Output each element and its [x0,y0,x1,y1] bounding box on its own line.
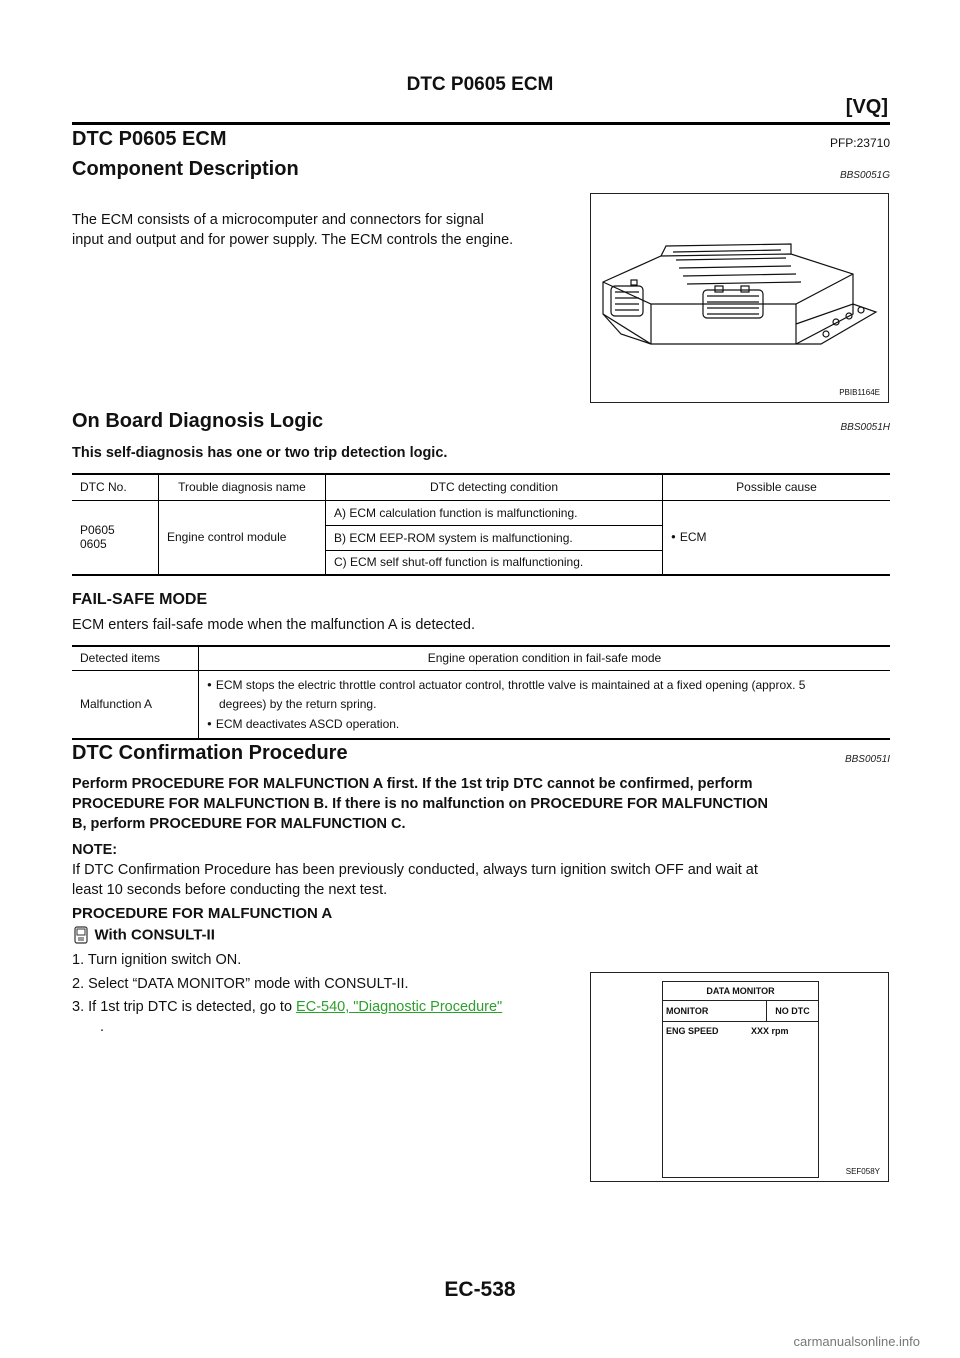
table-row [72,670,890,739]
obd-logic-intro: This self-diagnosis has one or two trip detection logic. [72,445,448,461]
failsafe-bullet-1-line2: degrees) by the return spring. [219,696,377,711]
possible-cause-ecm: ● ECM [671,530,707,544]
step-3-period: . [100,1019,105,1035]
failsafe-bullet-1-line1: ● ECM stops the electric throttle control actuator control, throttle valve is maintained at a fixed opening (approx. 5 [207,675,882,695]
header-rule [72,122,890,125]
data-monitor-title: DATA MONITOR [663,982,818,1001]
watermark: carmanualsonline.info [793,1334,920,1349]
failsafe-table [72,645,890,740]
data-monitor-col-monitor: MONITOR [663,1001,767,1021]
failsafe-condition-cell [199,670,891,739]
failsafe-header-condition: Engine operation condition in fail-safe mode [427,651,662,666]
consult-tool-icon [72,925,90,945]
confirmation-bold-line1: Perform PROCEDURE FOR MALFUNCTION A first. If the 1st trip DTC cannot be confirmed, perform [72,776,753,792]
component-description-line2: input and output and for power supply. The ECM controls the engine. [72,232,514,248]
trouble-name-cell: Engine control module [159,500,326,575]
dtc-table-header-cause: Possible cause [736,480,817,495]
dtc-table-header-dtc: DTC No. [72,474,159,500]
ecm-figure [590,193,889,403]
confirmation-bold-line3: B, perform PROCEDURE FOR MALFUNCTION C. [72,816,406,832]
dtc-number-secondary: 0605 [80,537,107,552]
ecm-figure-code: PBIB1164E [839,388,880,397]
with-consult-label: With CONSULT-II [94,926,215,944]
diagnostic-procedure-link[interactable]: EC-540, "Diagnostic Procedure" [296,999,503,1015]
failsafe-intro: ECM enters fail-safe mode when the malfunction A is detected. [72,617,475,633]
data-monitor-screen [662,981,819,1178]
note-line2: least 10 seconds before conducting the next test. [72,882,388,898]
condition-c: C) ECM self shut-off function is malfunctioning. [326,550,663,575]
component-description-heading: Component Description [72,158,299,180]
table-row [72,500,890,525]
confirmation-ref: BBS0051I [844,754,890,765]
dtc-table-header-name: Trouble diagnosis name [159,474,326,500]
confirmation-bold-line2: PROCEDURE FOR MALFUNCTION B. If there is no malfunction on PROCEDURE FOR MALFUNCTION [72,796,768,812]
failsafe-header-items: Detected items [72,646,199,670]
data-monitor-row [663,1022,818,1036]
page-number: EC-538 [444,1278,516,1301]
data-monitor-figure [590,972,889,1182]
condition-b: B) ECM EEP-ROM system is malfunctioning. [326,525,663,550]
dtc-table-header-condition: DTC detecting condition [326,474,663,500]
consult-line [72,925,215,945]
data-monitor-figure-code: SEF058Y [845,1167,880,1176]
section-tag: [VQ] [845,96,888,118]
confirmation-heading: DTC Confirmation Procedure [72,742,348,764]
dtc-number-primary: P0605 [80,523,115,538]
eng-speed-value: XXX rpm [751,1026,789,1036]
dtc-table [72,473,890,576]
dtc-number-cell [72,500,159,575]
data-monitor-col-status: NO DTC [775,1006,810,1016]
step-3 [72,997,587,1017]
note-line1: If DTC Confirmation Procedure has been previously conducted, always turn ignition switch OFF and wait at [72,862,758,878]
data-monitor-header-row [663,1001,818,1022]
failsafe-bullet-2: ● ECM deactivates ASCD operation. [207,714,882,734]
page-title: DTC P0605 ECM [72,128,227,150]
eng-speed-label: ENG SPEED [666,1026,719,1036]
note-label: NOTE: [72,842,118,858]
obd-logic-ref: BBS0051H [840,422,890,433]
step-3-text: 3. If 1st trip DTC is detected, go to [72,999,297,1015]
part-number: PFP:23710 [829,136,890,150]
failsafe-heading: FAIL-SAFE MODE [72,591,208,608]
condition-a: A) ECM calculation function is malfunctioning. [326,500,663,525]
component-description-ref: BBS0051G [839,170,890,181]
component-description-line1: The ECM consists of a microcomputer and connectors for signal [72,212,484,228]
step-2: 2. Select “DATA MONITOR” mode with CONSULT-II. [72,976,409,992]
failsafe-item: Malfunction A [72,670,199,739]
procedure-a-heading: PROCEDURE FOR MALFUNCTION A [72,905,333,922]
step-1: 1. Turn ignition switch ON. [72,952,242,968]
ecm-illustration [591,194,888,402]
obd-logic-heading: On Board Diagnosis Logic [72,410,324,432]
possible-cause-cell [663,500,891,575]
running-header-title: DTC P0605 ECM [406,74,554,95]
